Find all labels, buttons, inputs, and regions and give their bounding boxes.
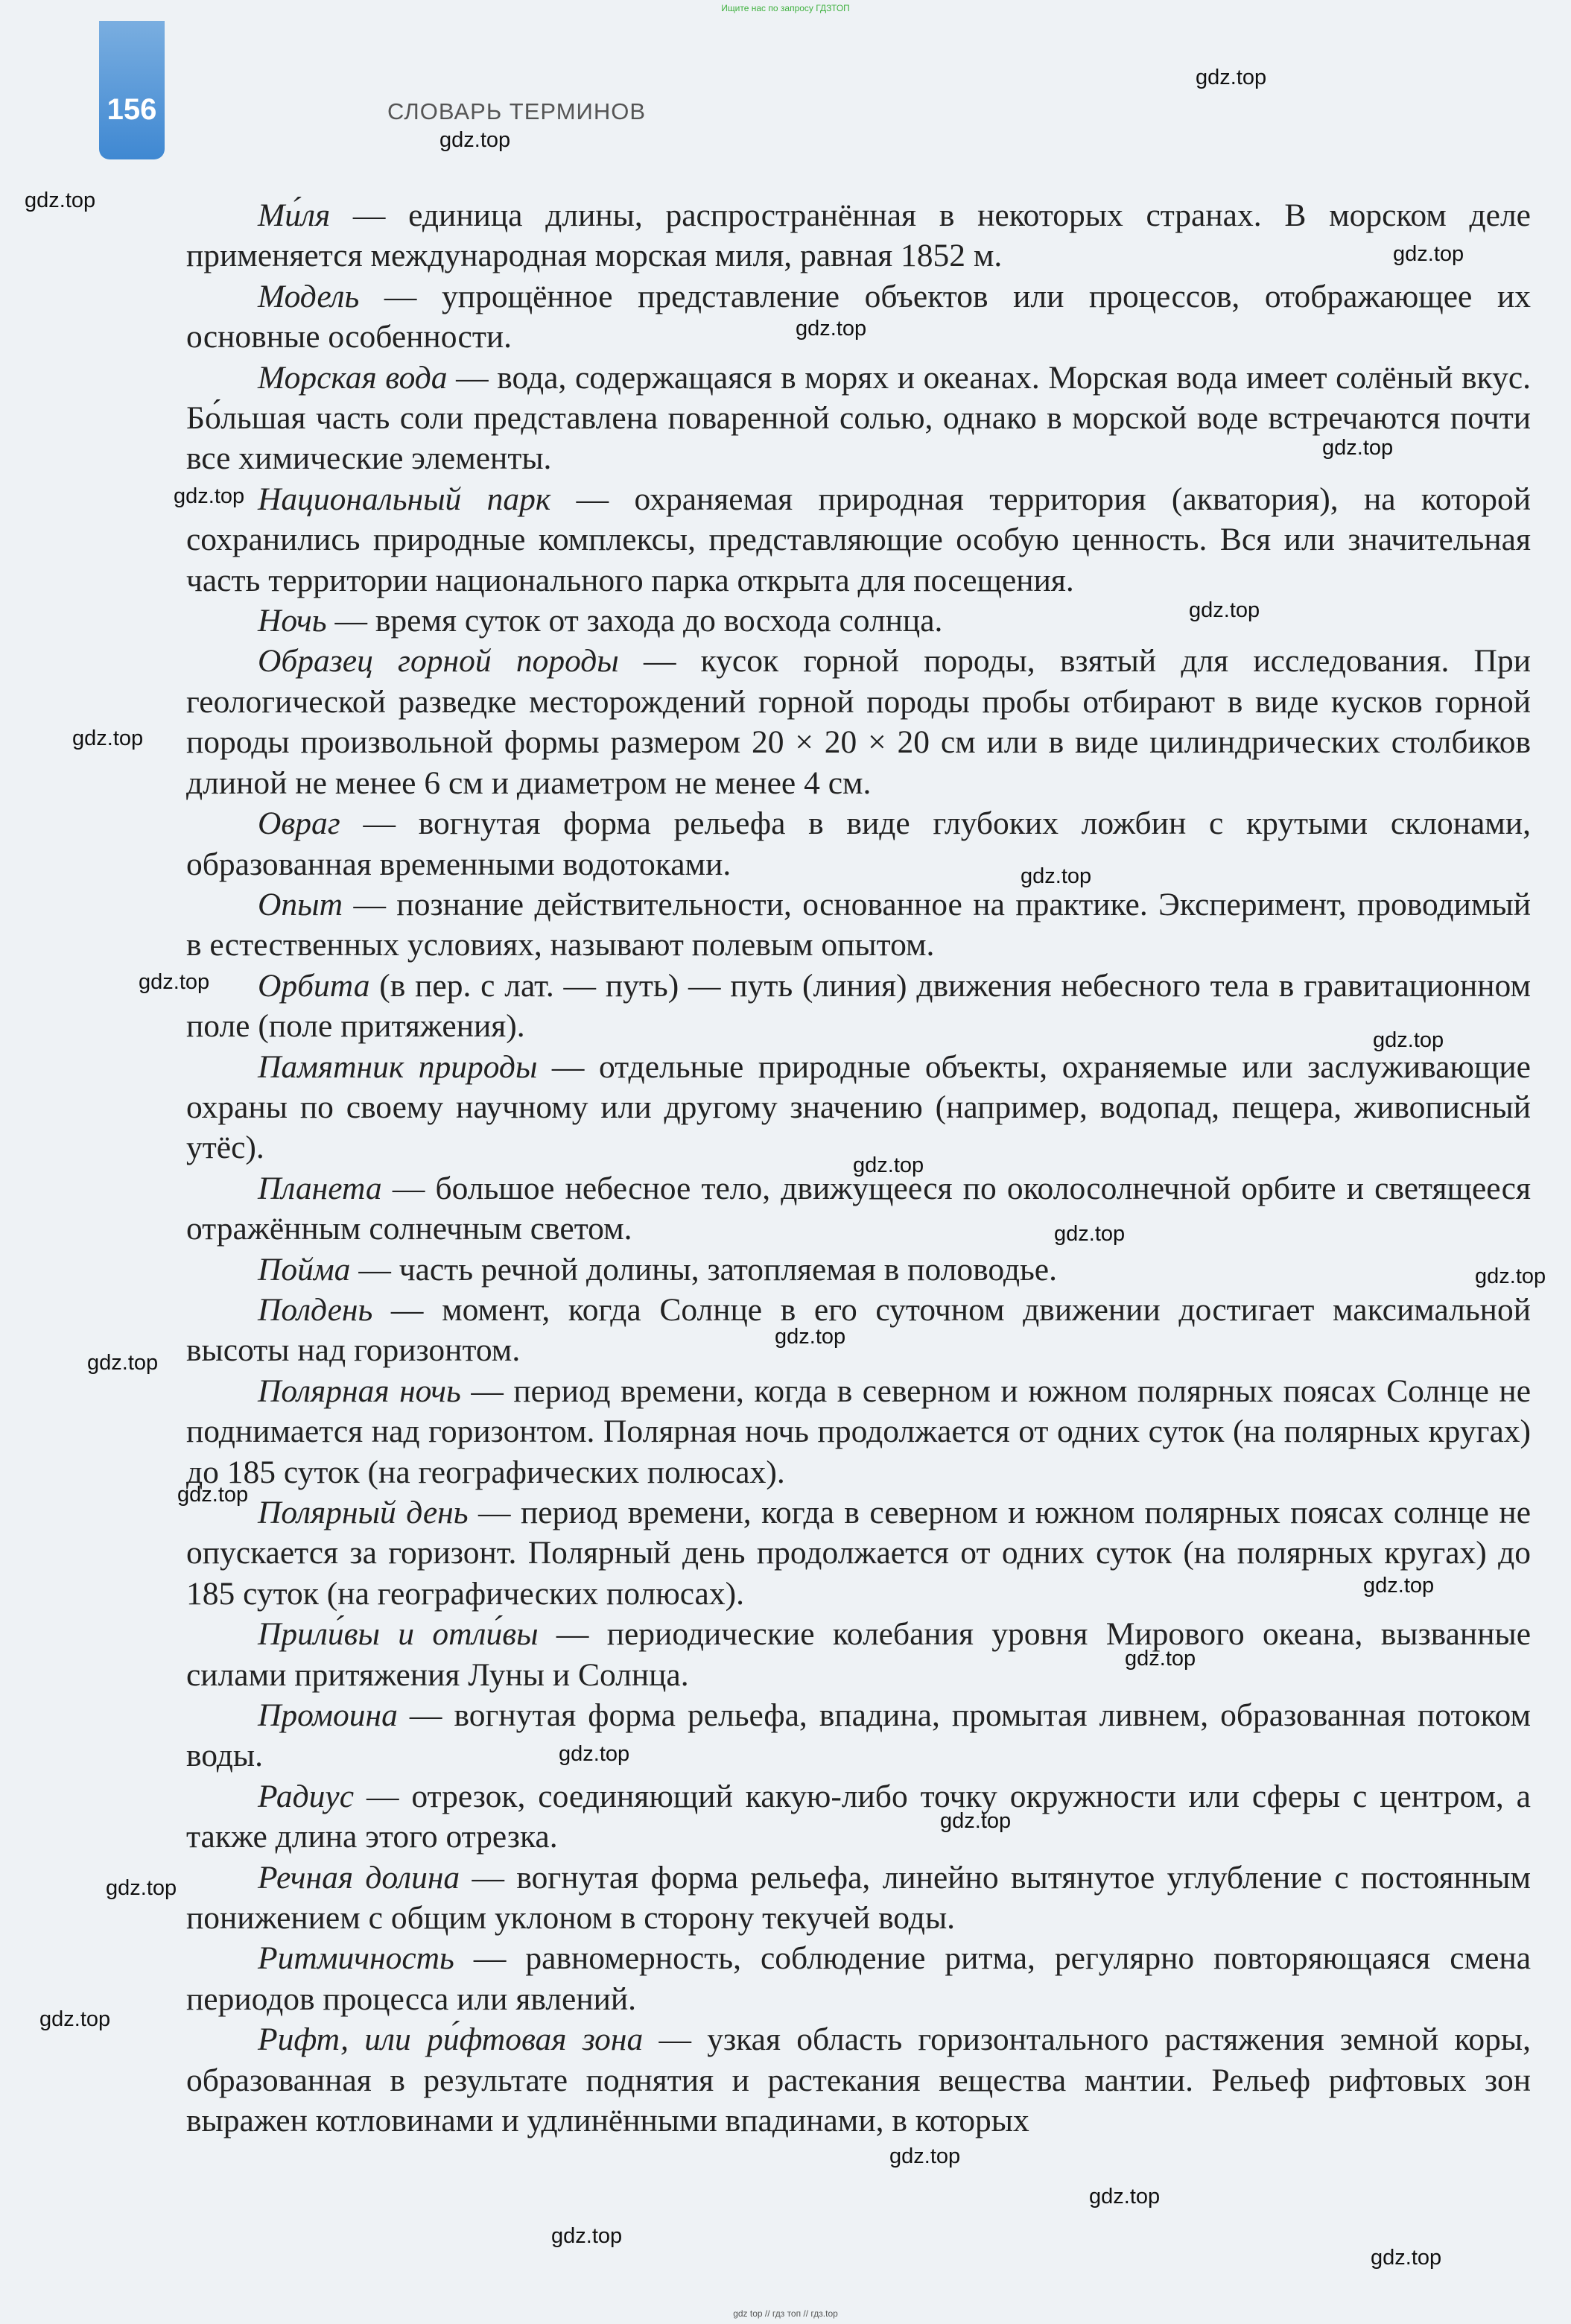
glossary-entry [186, 1695, 1531, 1776]
glossary-definition: — момент, когда Солнце в его суточном движении достигает максимальной высоты над горизонтом. [186, 1291, 1531, 1369]
glossary-entry [186, 1492, 1531, 1614]
watermark-stamp: gdz.top [177, 1483, 249, 1507]
glossary-term: Промоина [258, 1697, 398, 1734]
glossary-term: Опыт [258, 886, 343, 922]
page-number-tab [99, 21, 165, 159]
glossary-term: Ми́ля [258, 197, 331, 233]
glossary-entry [186, 1938, 1531, 2019]
watermark-stamp: gdz.top [72, 726, 144, 750]
glossary-entry [186, 1858, 1531, 1939]
glossary-term: Морская вода [258, 359, 448, 396]
glossary-entry [186, 195, 1531, 276]
glossary-term: Полдень [258, 1291, 373, 1328]
glossary-entry [186, 358, 1531, 479]
watermark-stamp: gdz.top [39, 2007, 111, 2031]
watermark-stamp: gdz.top [87, 1351, 159, 1375]
watermark-stamp: gdz.top [1475, 1264, 1546, 1288]
glossary-definition: — кусок горной породы, взятый для исследования. При геологической разведке месторождений горной породы пробы отбирают в виде кусков горной породы произвольной формы размером 20 × 20 × 20 см или в виде цилиндрических столбиков длиной не менее 6 см и диаметром не менее 4 см. [186, 643, 1532, 801]
watermark-stamp: gdz.top [139, 970, 210, 994]
glossary-definition: — узкая область горизонтального растяжения земной коры, образованная в результате поднятия и растекания вещества мантии. Рельеф рифтовых зон выражен котловинами и удлинёнными впадинами, в которых [186, 2021, 1531, 2139]
glossary-definition: — периодические колебания уровня Мирового океана, вызванные силами притяжения Луны и Солнца. [186, 1616, 1532, 1693]
glossary-term: Полярный день [258, 1495, 469, 1530]
glossary-definition: — равномерность, соблюдение ритма, регулярно повторяющаяся смена периодов процесса или явлений. [186, 1940, 1531, 2017]
watermark-stamp: gdz.top [1322, 436, 1394, 460]
glossary-definition: — период времени, когда в северном и южном полярных поясах солнце не опускается за горизонт. Полярный день продолжается от одних суток (на полярных кругах) до 185 суток (на географических полюсах). [186, 1495, 1532, 1612]
glossary-entry [186, 1047, 1531, 1168]
glossary-definition: — часть речной долины, затопляемая в половодье. [350, 1251, 1057, 1288]
glossary-definition: — познание действительности, основанное на практике. Эксперимент, проводимый в естественных условиях, называют полевым опытом. [186, 886, 1531, 963]
glossary-entry [186, 1614, 1531, 1695]
watermark-stamp: gdz.top [1125, 1647, 1196, 1671]
glossary-term: Прили́вы и отли́вы [258, 1616, 539, 1653]
glossary-definition: — вогнутая форма рельефа, впадина, промытая ливнем, образованная потоком воды. [186, 1697, 1531, 1774]
glossary-definition: — вода, содержащаяся в морях и океанах. Морская вода имеет солёный вкус. Бо́льшая часть соли представлена поваренной солью, однако в морской воде встречаются почти все химические элементы. [186, 359, 1531, 477]
glossary-entry [186, 1290, 1531, 1371]
watermark-stamp: gdz.top [853, 1153, 924, 1177]
glossary-term: Рифт, или ри́фтовая зона [258, 2021, 644, 2058]
watermark-stamp: gdz.top [940, 1809, 1012, 1833]
glossary-definition: — большое небесное тело, движущееся по околосолнечной орбите и светящееся отражённым солнечным светом. [186, 1170, 1531, 1247]
glossary-term: Памятник природы [258, 1048, 538, 1085]
glossary-entry [186, 1371, 1531, 1492]
watermark-stamp: gdz.top [889, 2144, 961, 2168]
glossary-term: Орбита [258, 967, 370, 1004]
glossary-term: Национальный парк [258, 481, 551, 517]
glossary-definition: — отрезок, соединяющий какую-либо точку окружности или сферы с центром, а также длина этого отрезка. [186, 1778, 1531, 1855]
glossary-definition: — охраняемая природная территория (акватория), на которой сохранились природные комплексы, представляющие особую ценность. Вся или значительная часть территории национального парка открыта для посещения. [186, 481, 1531, 598]
watermark-stamp: gdz.top [559, 1742, 630, 1766]
running-title: СЛОВАРЬ ТЕРМИНОВ [387, 98, 646, 124]
glossary-term: Овраг [258, 805, 340, 842]
glossary-term: Речная долина [258, 1859, 460, 1896]
watermark-stamp: gdz.top [796, 317, 867, 341]
glossary-term: Пойма [258, 1251, 351, 1288]
glossary-entry [186, 2019, 1531, 2141]
glossary-definition: — единица длины, распространённая в некоторых странах. В морском деле применяется международная морская миля, равная 1852 м. [186, 197, 1531, 274]
glossary-entry [186, 884, 1531, 966]
top-banner: Ищите нас по запросу ГДЗТОП [721, 3, 850, 13]
glossary-entry [186, 601, 1531, 641]
watermark-stamp: gdz.top [106, 1876, 177, 1900]
watermark-stamp: gdz.top [439, 128, 511, 152]
glossary-definition: — вогнутая форма рельефа, линейно вытянутое углубление с постоянным понижением с общим уклоном в сторону текучей воды. [186, 1859, 1531, 1937]
glossary-definition: — время суток от захода до восхода солнца. [326, 603, 943, 639]
glossary-entry [186, 479, 1531, 601]
footer-watermark: gdz top // гдз топ // гдз.top [733, 2308, 838, 2319]
glossary-entry [186, 966, 1531, 1047]
glossary-entry [186, 641, 1531, 803]
watermark-stamp: gdz.top [1373, 1028, 1444, 1052]
watermark-stamp: gdz.top [1363, 1574, 1435, 1598]
glossary-entry [186, 1250, 1531, 1290]
glossary-term: Ночь [258, 603, 327, 639]
glossary-definition: — вогнутая форма рельефа в виде глубоких ложбин с крутыми склонами, образованная временными водотоками. [186, 805, 1531, 882]
watermark-stamp: gdz.top [1089, 2185, 1161, 2209]
page-number: 156 [107, 93, 157, 126]
watermark-stamp: gdz.top [174, 484, 245, 508]
glossary-definition: — упрощённое представление объектов или процессов, отображающее их основные особенности. [186, 278, 1531, 355]
glossary-term: Модель [258, 278, 360, 314]
watermark-stamp: gdz.top [1054, 1222, 1126, 1246]
glossary-definition: (в пер. с лат. — путь) — путь (линия) движения небесного тела в гравитационном поле (поле притяжения). [186, 967, 1531, 1045]
watermark-stamp: gdz.top [551, 2224, 623, 2248]
glossary-term: Радиус [258, 1778, 355, 1814]
watermark-stamp: gdz.top [25, 189, 96, 212]
glossary-term: Планета [258, 1170, 382, 1206]
watermark-stamp: gdz.top [1196, 66, 1267, 89]
watermark-stamp: gdz.top [775, 1325, 846, 1349]
watermark-stamp: gdz.top [1021, 864, 1092, 888]
glossary-entry [186, 803, 1531, 884]
glossary-entry [186, 1168, 1531, 1250]
glossary-term: Ритмичность [258, 1940, 454, 1977]
glossary-definition: — отдельные природные объекты, охраняемые или заслуживающие охраны по своему научному или другому значению (например, водопад, пещера, живописный утёс). [186, 1048, 1531, 1166]
glossary-definition: — период времени, когда в северном и южном полярных поясах Солнце не поднимается над горизонтом. Полярная ночь продолжается от одних суток (на полярных кругах) до 185 суток (на географических полюсах). [186, 1372, 1532, 1490]
watermark-stamp: gdz.top [1393, 242, 1464, 266]
glossary-term: Образец горной породы [258, 643, 619, 680]
watermark-stamp: gdz.top [1189, 598, 1260, 622]
glossary-term: Полярная ночь [258, 1372, 461, 1409]
watermark-stamp: gdz.top [1371, 2246, 1442, 2270]
glossary-entry [186, 1776, 1531, 1858]
